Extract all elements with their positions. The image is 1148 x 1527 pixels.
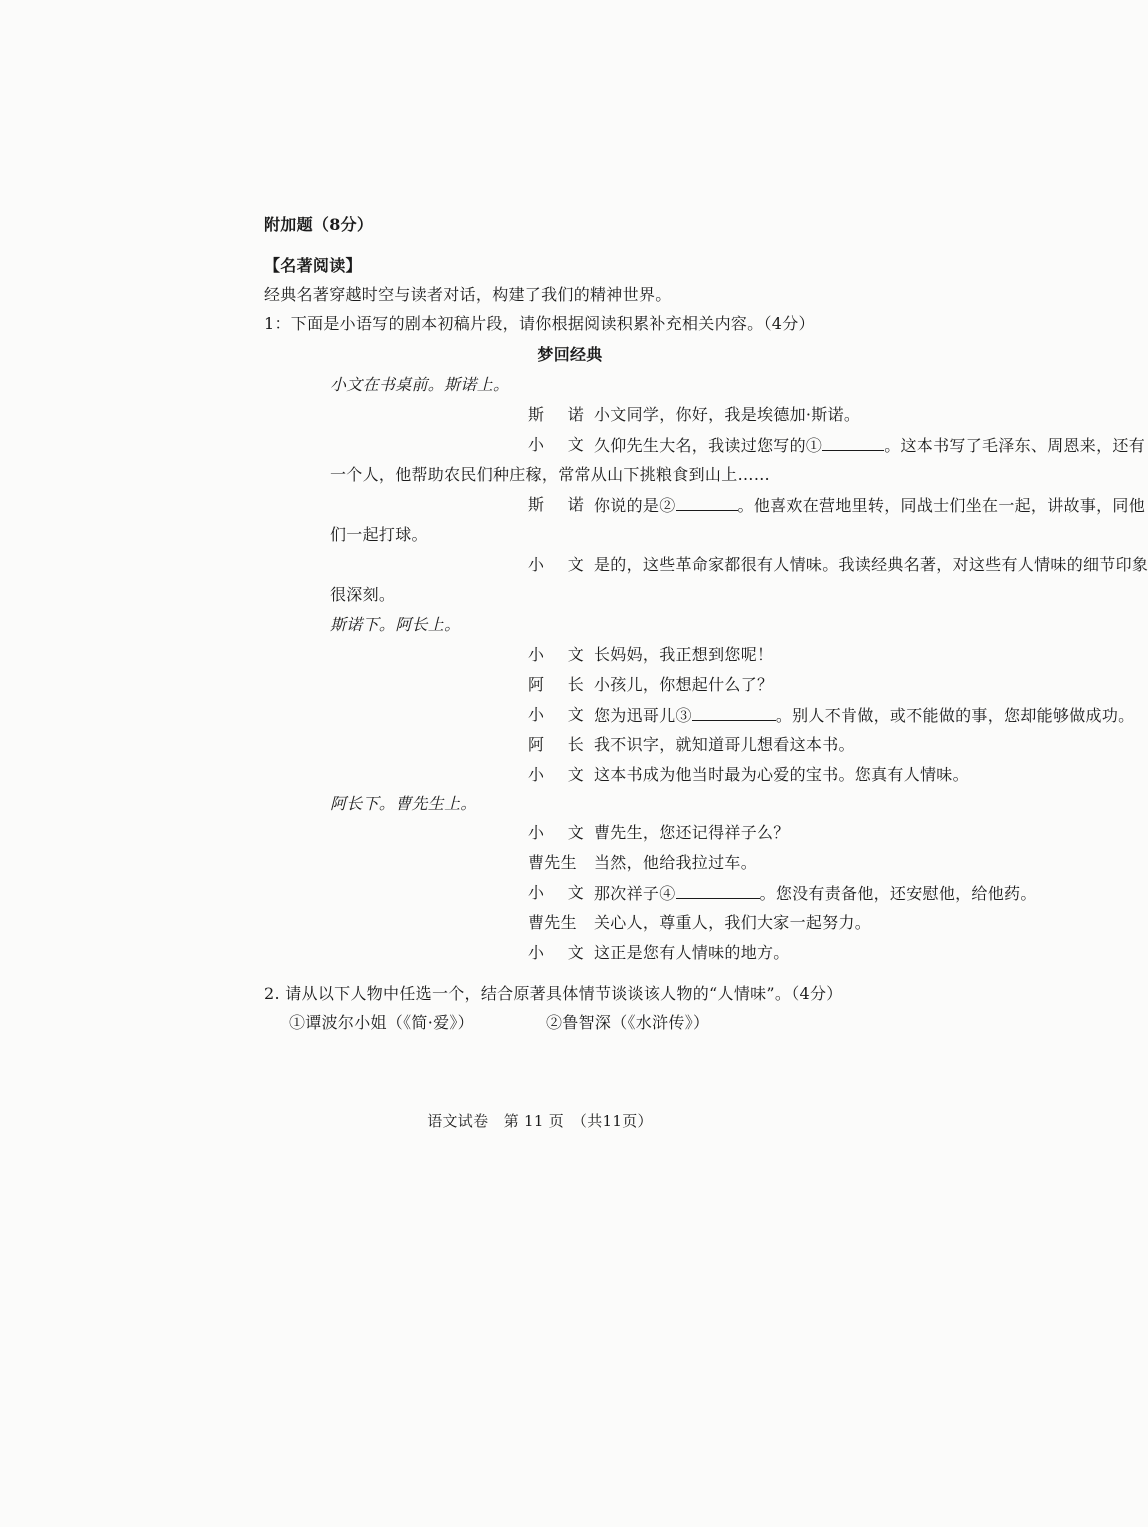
speech: 久仰先生大名，我读过您写的① 。这本书写了毛泽东、周恩来，还有 [594, 436, 1146, 455]
section-tag: 【名著阅读】 [264, 256, 362, 275]
stage-direction-3: 阿长下。曹先生上。 [330, 794, 477, 813]
speech-continuation: 一个人，他帮助农民们种庄稼，常常从山下挑粮食到山上…… [330, 465, 771, 484]
answer-blank-4[interactable] [676, 882, 760, 899]
speech: 当然，他给我拉过车。 [594, 853, 758, 872]
speech: 您为迅哥儿③ 。别人不肯做，或不能做的事，您却能够做成功。 [594, 706, 1135, 725]
speech: 我不识字，就知道哥儿想看这本书。 [594, 735, 855, 754]
speaker: 小 文 [528, 555, 584, 574]
question-2: 2. 请从以下人物中任选一个，结合原著具体情节谈谈该人物的“人情味”。（4分） [264, 984, 843, 1003]
speaker: 阿 长 [528, 675, 584, 694]
option-1: ①谭波尔小姐（《简·爱》） [289, 1013, 474, 1032]
stage-direction-2: 斯诺下。阿长上。 [330, 615, 461, 634]
speaker: 小 文 [528, 705, 584, 724]
stage-direction-1: 小文在书桌前。斯诺上。 [330, 375, 510, 394]
play-title: 梦回经典 [537, 345, 603, 364]
speaker: 小 文 [528, 435, 584, 454]
speech-continuation: 们一起打球。 [330, 525, 428, 544]
speech-continuation: 很深刻。 [330, 585, 396, 604]
speech: 那次祥子④ 。您没有责备他，还安慰他，给他药。 [594, 884, 1037, 903]
speech: 这本书成为他当时最为心爱的宝书。您真有人情味。 [594, 765, 969, 784]
extra-question-title: 附加题（8分） [264, 215, 374, 234]
speaker: 小 文 [528, 765, 584, 784]
speaker: 斯 诺 [528, 495, 584, 514]
intro-text: 经典名著穿越时空与读者对话，构建了我们的精神世界。 [264, 285, 672, 304]
speech: 你说的是② 。他喜欢在营地里转，同战士们坐在一起，讲故事，同他 [594, 496, 1146, 515]
speaker: 小 文 [528, 823, 584, 842]
answer-blank-1[interactable] [822, 434, 884, 451]
speaker: 小 文 [528, 645, 584, 664]
speaker: 小 文 [528, 883, 584, 902]
speaker: 曹先生 [528, 913, 577, 932]
answer-blank-2[interactable] [676, 494, 738, 511]
speaker: 阿 长 [528, 735, 584, 754]
speaker: 曹先生 [528, 853, 577, 872]
option-2: ②鲁智深（《水浒传》） [546, 1013, 710, 1032]
page-footer: 语文试卷 第 11 页 （共11页） [427, 1112, 653, 1130]
speech: 是的，这些革命家都很有人情味。我读经典名著，对这些有人情味的细节印象 [594, 555, 1148, 574]
speech: 小孩儿，你想起什么了？ [594, 675, 774, 694]
speech: 这正是您有人情味的地方。 [594, 943, 790, 962]
speaker: 斯 诺 [528, 405, 584, 424]
speech: 关心人，尊重人，我们大家一起努力。 [594, 913, 872, 932]
speaker: 小 文 [528, 943, 584, 962]
question-1: 1：下面是小语写的剧本初稿片段，请你根据阅读积累补充相关内容。（4分） [264, 314, 815, 333]
speech: 长妈妈，我正想到您呢！ [594, 645, 774, 664]
answer-blank-3[interactable] [692, 704, 776, 721]
speech: 曹先生，您还记得祥子么？ [594, 823, 790, 842]
speech: 小文同学，你好，我是埃德加·斯诺。 [594, 405, 861, 424]
